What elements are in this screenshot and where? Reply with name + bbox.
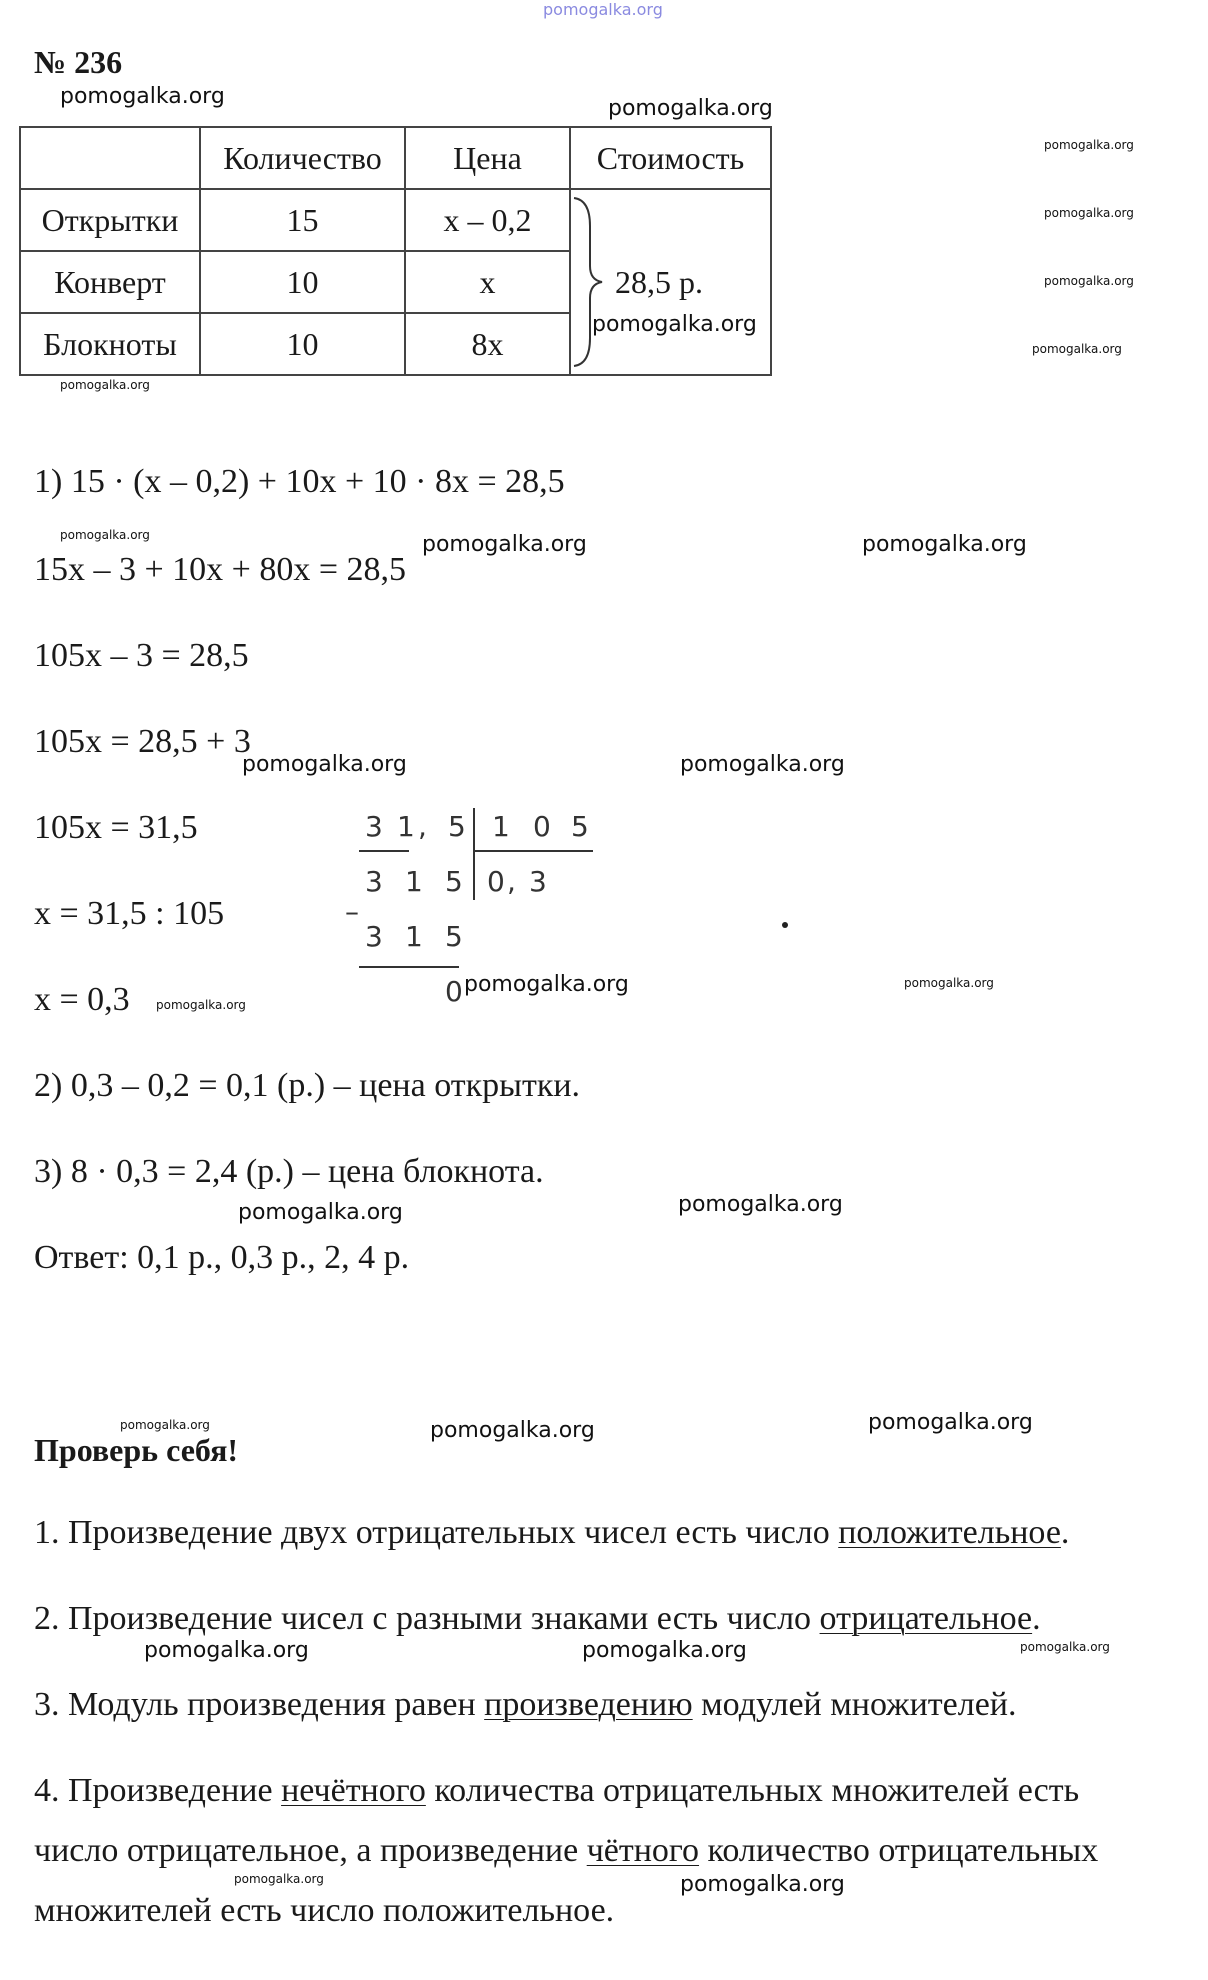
division-digit: 3	[529, 865, 547, 898]
check-text: модулей множителей.	[692, 1686, 1017, 1723]
table-header-cell: Стоимость	[570, 127, 771, 189]
table-row	[20, 189, 771, 251]
dot-mark	[782, 922, 788, 928]
division-bar	[473, 808, 475, 900]
table-cell-cost: 28,5 р.	[570, 251, 771, 313]
check-item-2	[34, 1600, 1041, 1638]
check-item-3	[34, 1686, 1017, 1724]
division-bar	[359, 850, 409, 852]
check-title: Проверь себя!	[34, 1432, 239, 1468]
division-digit: 5	[445, 865, 463, 898]
watermark: pomogalka.org	[60, 84, 225, 109]
watermark: pomogalka.org	[234, 1872, 324, 1886]
solution-step-1: 1) 15 · (x – 0,2) + 10x + 10 · 8x = 28,5	[34, 463, 565, 500]
check-text: число отрицательное, а произведение	[34, 1832, 587, 1869]
division-digit: 3	[365, 810, 383, 843]
data-table	[19, 126, 772, 376]
watermark: pomogalka.org	[592, 312, 757, 337]
equation-line: x = 0,3	[34, 981, 130, 1018]
division-digit: 1	[405, 865, 423, 898]
division-digit: 0	[487, 865, 505, 898]
equation-line: x = 31,5 : 105	[34, 895, 225, 932]
watermark: pomogalka.org	[60, 378, 150, 392]
check-text: 3. Модуль произведения равен	[34, 1686, 485, 1723]
table-cell: 15	[200, 189, 405, 251]
division-digit: 0	[533, 810, 551, 843]
watermark: pomogalka.org	[582, 1638, 747, 1663]
watermark: pomogalka.org	[1044, 274, 1134, 288]
problem-number: № 236	[34, 44, 123, 80]
watermark: pomogalka.org	[862, 532, 1027, 557]
check-answer: отрицательное	[819, 1600, 1033, 1637]
division-digit: 1	[405, 920, 423, 953]
check-text: количество отрицательных	[699, 1832, 1099, 1869]
watermark: pomogalka.org	[1020, 1640, 1110, 1654]
equation-line: 105x = 31,5	[34, 809, 198, 846]
table-cell: Блокноты	[20, 313, 200, 375]
watermark: pomogalka.org	[242, 752, 407, 777]
table-cell: x – 0,2	[405, 189, 570, 251]
table-cell: Открытки	[20, 189, 200, 251]
check-answer: произведению	[484, 1686, 693, 1723]
watermark: pomogalka.org	[238, 1200, 403, 1225]
division-minus: –	[345, 895, 359, 928]
top-watermark: pomogalka.org	[543, 0, 663, 19]
equation-line: 105x = 28,5 + 3	[34, 723, 251, 760]
division-bar	[473, 850, 593, 852]
watermark: pomogalka.org	[1032, 342, 1122, 356]
table-cell: 10	[200, 251, 405, 313]
table-cell: Конверт	[20, 251, 200, 313]
solution-step-2: 2) 0,3 – 0,2 = 0,1 (р.) – цена открытки.	[34, 1067, 581, 1104]
check-text: 2. Произведение чисел с разными знаками есть число	[34, 1600, 820, 1637]
equation-line: 15x – 3 + 10x + 80x = 28,5	[34, 551, 407, 588]
division-bar	[359, 966, 459, 968]
division-digit: 1	[492, 810, 510, 843]
division-digit: 5	[445, 920, 463, 953]
watermark: pomogalka.org	[60, 528, 150, 542]
division-digit: 1	[397, 810, 415, 843]
check-text: 1. Произведение двух отрицательных чисел есть число	[34, 1514, 839, 1551]
watermark: pomogalka.org	[868, 1410, 1033, 1435]
check-text: .	[1060, 1514, 1070, 1551]
solution-step-3: 3) 8 · 0,3 = 2,4 (р.) – цена блокнота.	[34, 1153, 544, 1190]
watermark: pomogalka.org	[156, 998, 246, 1012]
watermark: pomogalka.org	[120, 1418, 210, 1432]
table-cell: 8x	[405, 313, 570, 375]
watermark: pomogalka.org	[680, 1872, 845, 1897]
table-header-cell: Количество	[200, 127, 405, 189]
check-text: 4. Произведение	[34, 1772, 282, 1809]
watermark: pomogalka.org	[422, 532, 587, 557]
watermark: pomogalka.org	[680, 752, 845, 777]
check-answer: чётного	[586, 1832, 700, 1869]
watermark: pomogalka.org	[1044, 206, 1134, 220]
check-item-1	[34, 1514, 1069, 1552]
division-digit: ,	[507, 865, 516, 898]
check-item-4-line-3: множителей есть число положительное.	[34, 1892, 615, 1929]
division-remainder: 0	[445, 975, 463, 1008]
equation-line: 105x – 3 = 28,5	[34, 637, 249, 674]
watermark: pomogalka.org	[1044, 138, 1134, 152]
check-item-4-line-1	[34, 1772, 1079, 1810]
brace-icon	[568, 196, 608, 368]
check-text: количества отрицательных множителей есть	[425, 1772, 1080, 1809]
watermark: pomogalka.org	[464, 972, 629, 997]
table-header-cell	[20, 127, 200, 189]
answer-line: Ответ: 0,1 р., 0,3 р., 2, 4 р.	[34, 1239, 410, 1276]
watermark: pomogalka.org	[608, 96, 773, 121]
watermark: pomogalka.org	[904, 976, 994, 990]
division-digit: 3	[365, 920, 383, 953]
division-digit: 3	[365, 865, 383, 898]
check-answer: нечётного	[281, 1772, 426, 1809]
table-cell: 10	[200, 313, 405, 375]
division-digit: 5	[448, 810, 466, 843]
watermark: pomogalka.org	[678, 1192, 843, 1217]
table-header-cell: Цена	[405, 127, 570, 189]
watermark: pomogalka.org	[430, 1418, 595, 1443]
table-row	[20, 251, 771, 313]
table-header-row	[20, 127, 771, 189]
check-answer: положительное	[838, 1514, 1061, 1551]
check-text: .	[1032, 1600, 1041, 1637]
check-item-4-line-2	[34, 1832, 1098, 1870]
division-digit: ,	[418, 810, 427, 843]
watermark: pomogalka.org	[144, 1638, 309, 1663]
table-cell: x	[405, 251, 570, 313]
division-digit: 5	[571, 810, 589, 843]
